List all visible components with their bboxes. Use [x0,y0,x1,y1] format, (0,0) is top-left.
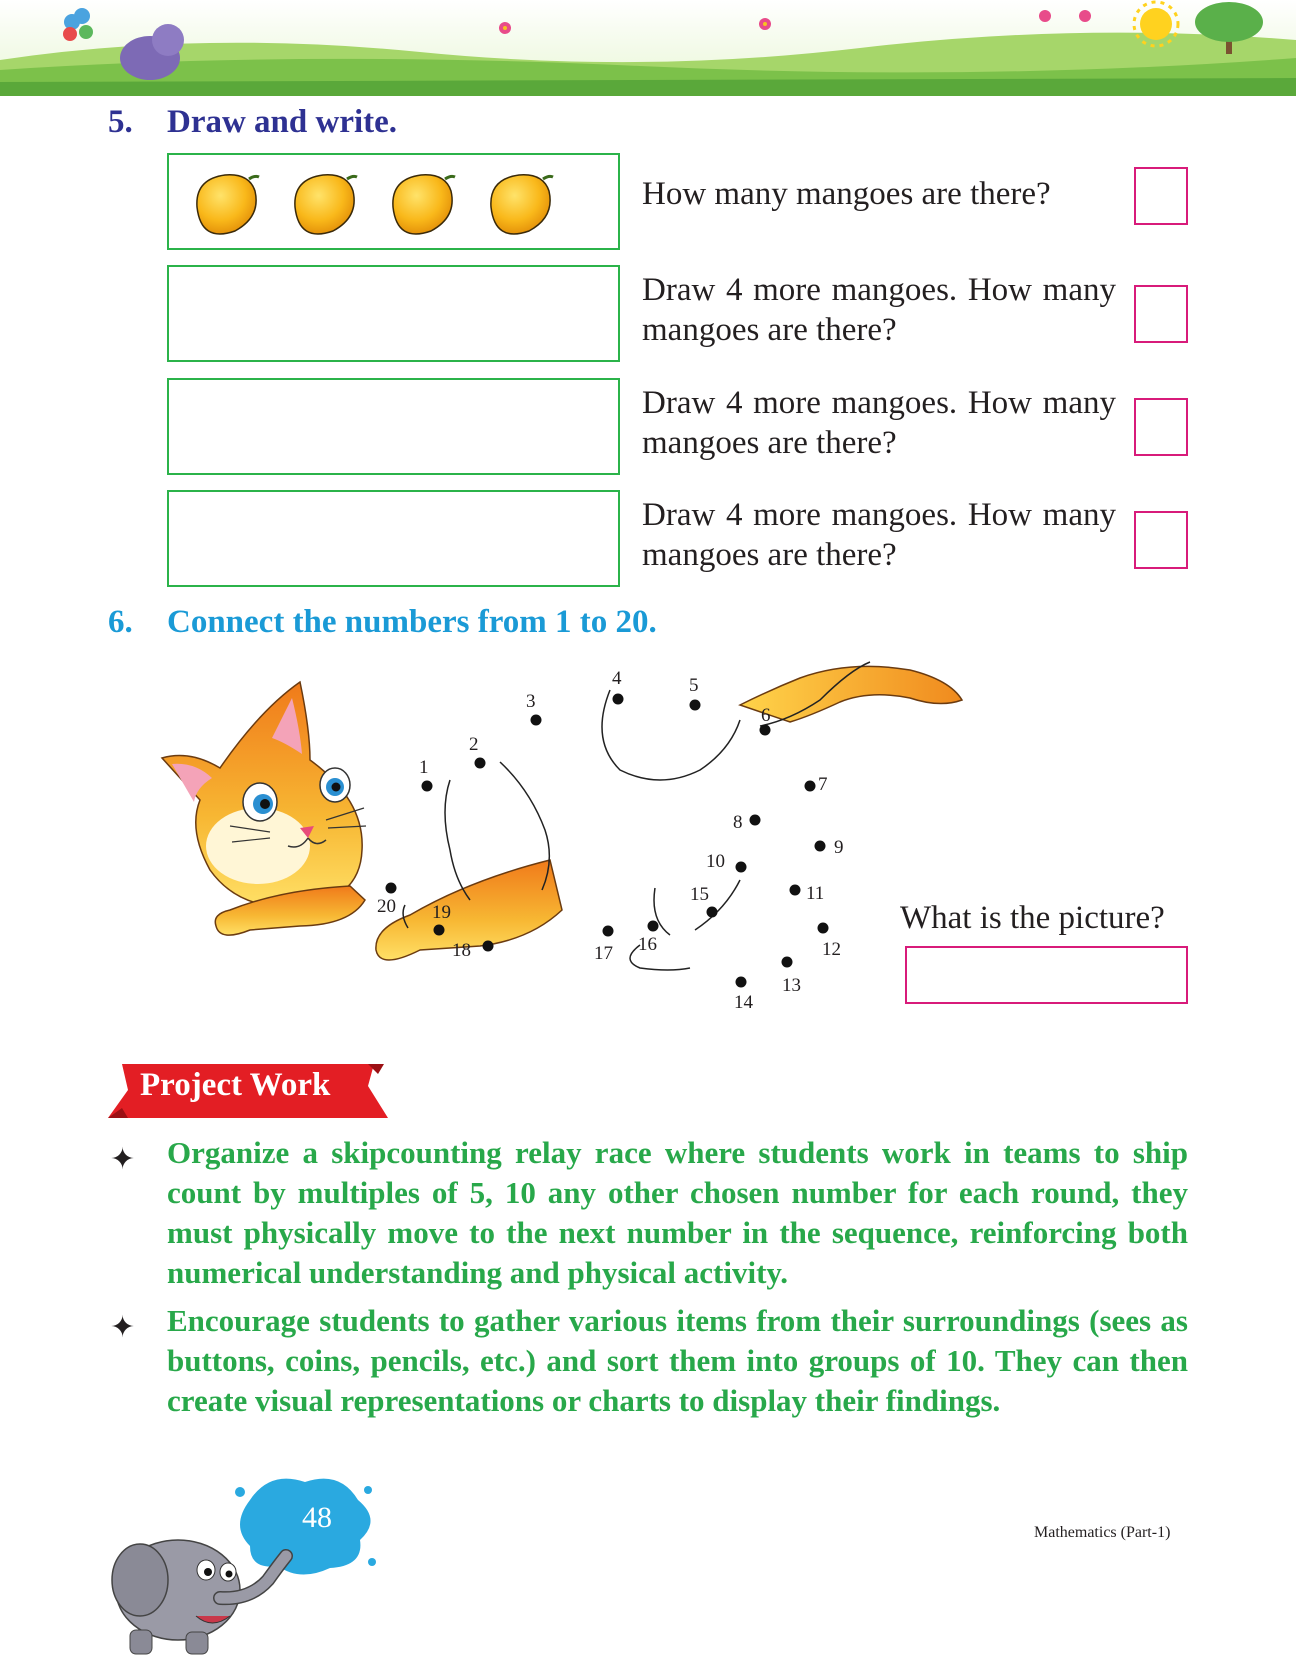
dot-label-19: 19 [432,902,451,923]
dot-label-11: 11 [806,883,825,904]
dot-label-13: 13 [782,975,801,996]
question-text-3: Draw 4 more mangoes. How many mangoes are there? [642,385,1116,461]
dot-label-20: 20 [377,896,396,917]
dot-label-9: 9 [834,837,844,858]
question-5-title: Draw and write. [167,104,398,140]
dot-label-18: 18 [452,940,471,961]
project-item-2: Encourage students to gather various items from their surroundings (sees as buttons, coins, pencils, etc.) and sort them into groups of 10. They can then create visual representations or charts to display their findings. [167,1303,1188,1418]
project-item-1: Organize a skipcounting relay race where students work in teams to ship count by multiples of 5, 10 any other chosen number for each round, they must physically move to the next number in the sequence, reinforcing both numerical understanding and physical activity. [167,1135,1188,1290]
dot-label-4: 4 [612,668,622,689]
bullet-icon: ✦ [110,1143,136,1176]
question-6-title: Connect the numbers from 1 to 20. [167,604,657,640]
header-banner [0,0,1296,96]
dot-label-5: 5 [689,675,699,696]
draw-box-2[interactable] [167,265,620,362]
dot-label-10: 10 [706,851,725,872]
question-text-4: Draw 4 more mangoes. How many mangoes are there? [642,497,1116,573]
answer-box-4[interactable] [1134,511,1188,569]
cat-head [162,682,366,907]
dot-label-12: 12 [822,939,841,960]
question-text-1: How many mangoes are there? [642,176,1051,212]
answer-box-1[interactable] [1134,167,1188,225]
draw-box-3[interactable] [167,378,620,475]
dot-label-15: 15 [690,884,709,905]
answer-box-3[interactable] [1134,398,1188,456]
question-text-2: Draw 4 more mangoes. How many mangoes are there? [642,272,1116,348]
picture-answer-box[interactable] [905,946,1188,1004]
mango-group [169,155,618,248]
dot-label-2: 2 [469,734,479,755]
page-number: 48 [302,1501,332,1534]
book-title: Mathematics (Part-1) [1034,1524,1171,1541]
bullet-icon: ✦ [110,1311,136,1344]
mango-icon [197,175,259,234]
draw-box-4[interactable] [167,490,620,587]
elephant-mascot-illustration [100,1470,380,1656]
project-work-heading: Project Work [140,1067,331,1103]
cat-tail [740,666,962,722]
mango-box-1 [167,153,620,250]
dot-label-14: 14 [734,992,753,1013]
dot-label-3: 3 [526,691,536,712]
picture-question: What is the picture? [900,900,1165,936]
mango-icon [393,175,455,234]
dot-label-17: 17 [594,943,613,964]
dot-label-7: 7 [818,774,828,795]
question-5-number: 5. [108,104,133,140]
answer-box-2[interactable] [1134,285,1188,343]
dot-label-8: 8 [733,812,743,833]
dot-label-6: 6 [761,705,771,726]
mango-icon [295,175,357,234]
question-6-number: 6. [108,604,133,640]
dot-label-1: 1 [419,757,429,778]
mango-icon [491,175,553,234]
dot-label-16: 16 [638,934,657,955]
